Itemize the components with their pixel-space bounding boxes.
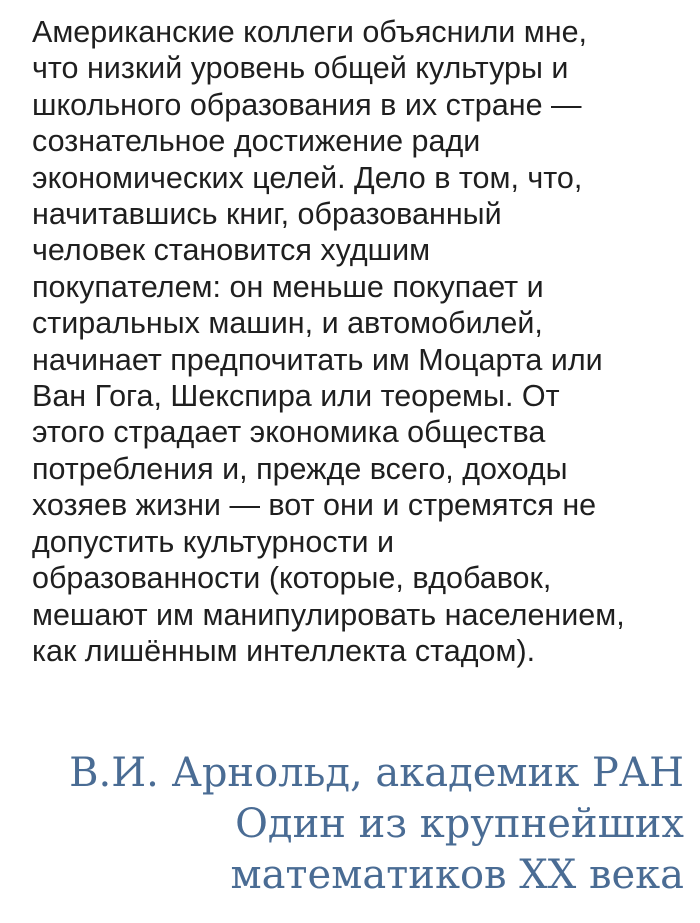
quote-line: мешают им манипулировать населением,	[32, 597, 625, 632]
quote-line: школьного образования в их стране —	[32, 87, 582, 122]
quote-line: допустить культурности и	[32, 524, 395, 559]
author-description: математиков XX века	[230, 852, 684, 898]
quote-line: этого страдает экономика общества	[32, 415, 546, 450]
quote-line: экономических целей. Дело в том, что,	[32, 160, 583, 195]
quote-line: как лишённым интеллекта стадом).	[32, 633, 536, 668]
quote-line: Американские коллеги объяснили мне,	[32, 15, 588, 49]
quote-line: Ван Гога, Шекспира или теоремы. От	[32, 379, 560, 414]
quote-line: что низкий уровень общей культуры и	[32, 51, 569, 86]
quote-line: образованности (которые, вдобавок,	[32, 561, 552, 596]
author-description: Один из крупнейших	[235, 801, 684, 847]
quote-line: начинает предпочитать им Моцарта или	[32, 342, 603, 377]
quote-line: сознательное достижение ради	[32, 124, 481, 159]
quote-line: покупателем: он меньше покупает и	[32, 269, 544, 304]
quote-line: человек становится худшим	[32, 233, 431, 268]
quote-attribution	[69, 748, 684, 901]
author-name: В.И. Арнольд, академик РАН	[69, 750, 684, 796]
quote-line: стиральных машин, и автомобилей,	[32, 306, 543, 341]
quote-text	[32, 14, 692, 669]
quote-line: хозяев жизни — вот они и стремятся не	[32, 488, 597, 523]
quote-line: потребления и, прежде всего, доходы	[32, 451, 568, 486]
quote-line: начитавшись книг, образованный	[32, 197, 502, 232]
